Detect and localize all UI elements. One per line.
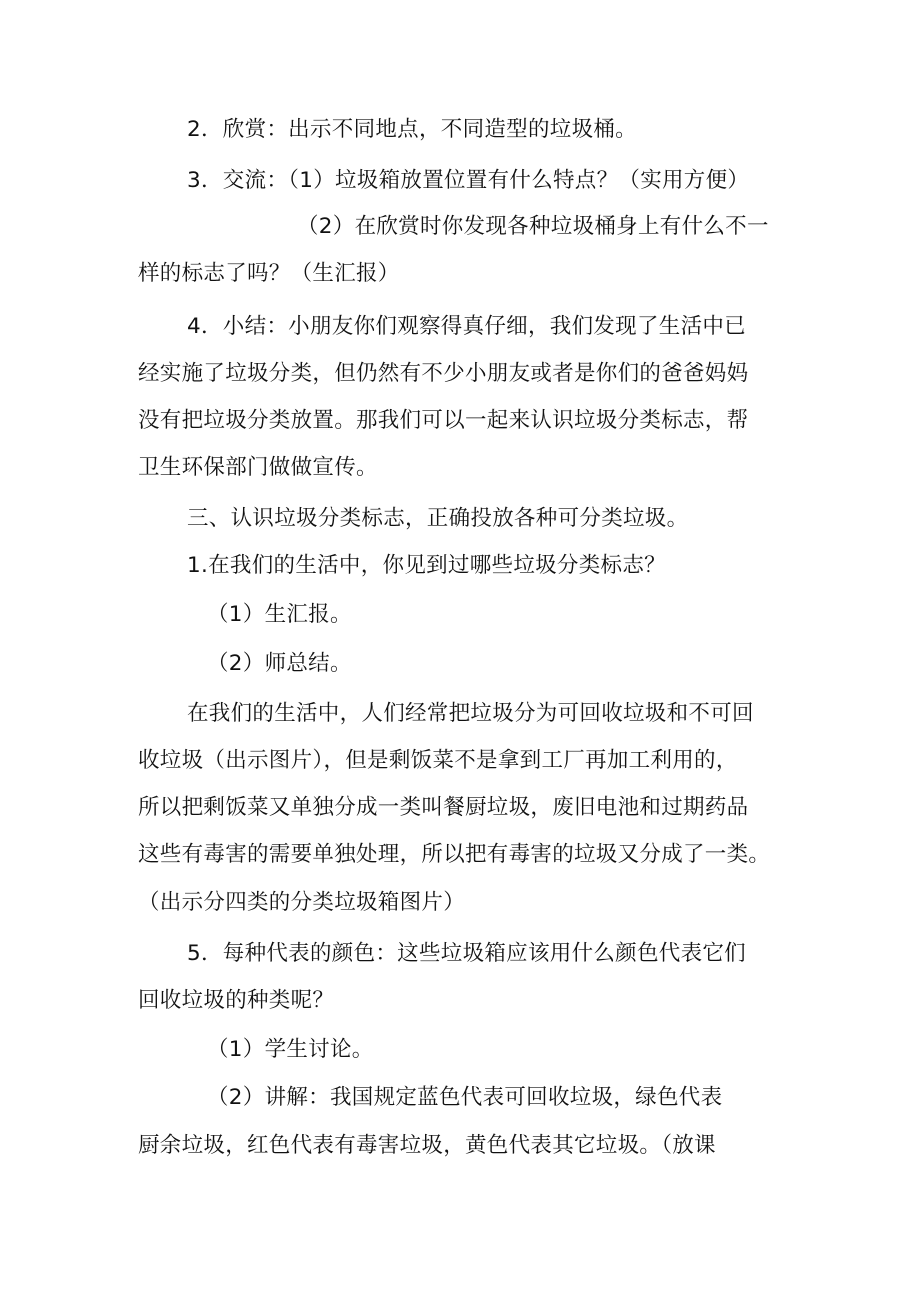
text-line: 卫生环保部门做做宣传。 <box>138 455 378 480</box>
text-line: 厨余垃圾，红色代表有毒害垃圾，黄色代表其它垃圾。（放课 <box>138 1133 716 1158</box>
text-line: 这些有毒害的需要单独处理，所以把有毒害的垃圾又分成了一类。 <box>138 842 771 867</box>
text-line: （1）生汇报。 <box>207 602 352 627</box>
text-line: 2．欣赏：出示不同地点，不同造型的垃圾桶。 <box>187 117 637 142</box>
text-line: 样的标志了吗？（生汇报） <box>138 261 400 286</box>
text-line: 经实施了垃圾分类，但仍然有不少小朋友或者是你们的爸爸妈妈 <box>138 361 749 386</box>
text-line: 所以把剩饭菜又单独分成一类叫餐厨垃圾，废旧电池和过期药品 <box>138 795 749 820</box>
text-line: 回收垃圾的种类呢？ <box>138 988 335 1013</box>
text-line: （2）师总结。 <box>207 651 352 676</box>
text-line: 在我们的生活中，人们经常把垃圾分为可回收垃圾和不可回 <box>187 701 754 726</box>
text-line: 没有把垃圾分类放置。那我们可以一起来认识垃圾分类标志，帮 <box>138 408 749 433</box>
text-line: （出示分四类的分类垃圾箱图片） <box>138 890 466 915</box>
text-line: （1）学生讨论。 <box>207 1037 374 1062</box>
text-line: 1.在我们的生活中，你见到过哪些垃圾分类标志？ <box>187 553 666 578</box>
text-line: 3．交流：（1）垃圾箱放置位置有什么特点？（实用方便） <box>187 168 750 193</box>
text-line: （2）讲解：我国规定蓝色代表可回收垃圾，绿色代表 <box>207 1085 723 1110</box>
text-line: 4．小结：小朋友你们观察得真仔细，我们发现了生活中已 <box>187 314 746 339</box>
text-line: （2）在欣赏时你发现各种垃圾桶身上有什么不一 <box>297 214 769 239</box>
section-heading: 三、认识垃圾分类标志，正确投放各种可分类垃圾。 <box>187 506 689 531</box>
text-line: 5．每种代表的颜色：这些垃圾箱应该用什么颜色代表它们 <box>187 941 746 966</box>
text-line: 收垃圾（出示图片），但是剩饭菜不是拿到工厂再加工利用的， <box>138 748 738 773</box>
